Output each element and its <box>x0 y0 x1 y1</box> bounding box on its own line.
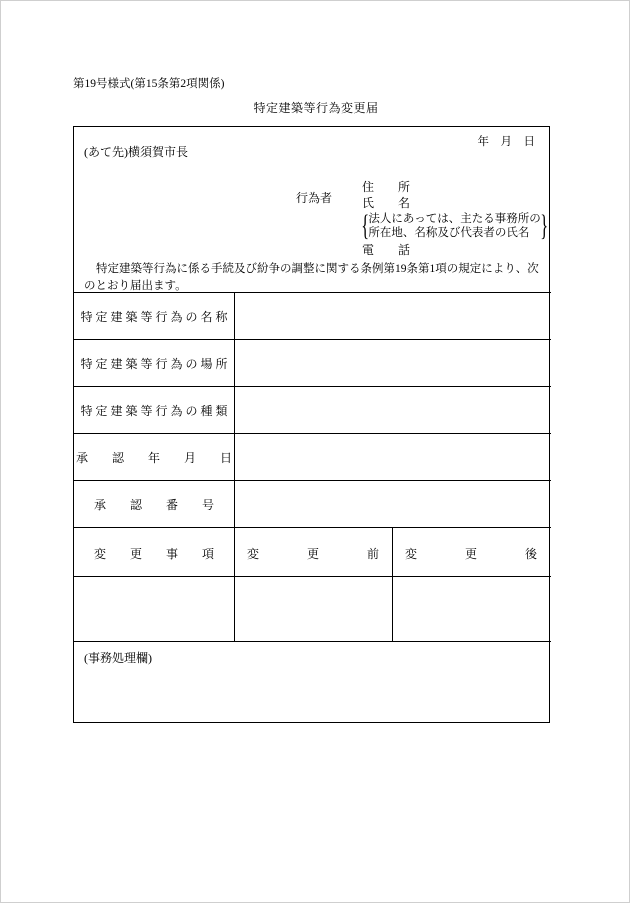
change-value-after[interactable] <box>400 583 542 635</box>
change-value-item[interactable] <box>82 583 228 635</box>
actor-label: 行為者 <box>296 191 333 205</box>
addressee: (あて先)横須賀市長 <box>84 145 188 159</box>
row-value-approval-number[interactable] <box>242 489 542 523</box>
statement-text: 特定建築等行為に係る手続及び紛争の調整に関する条例第19条第1項の規定により、次のとおり届出ます。 <box>84 263 539 292</box>
row-label-name: 特 定 建 築 等 行 為 の 名 称 <box>80 310 228 324</box>
rule-label-column <box>234 292 235 641</box>
rule-table-top <box>74 292 551 293</box>
change-header-after: 変 更 後 <box>404 547 537 561</box>
corporate-note-line2: 所在地、名称及び代表者の氏名 <box>368 227 530 239</box>
office-use-label: (事務処理欄) <box>84 651 152 665</box>
corporate-note-text <box>368 212 540 240</box>
corporate-note <box>361 209 548 242</box>
rule-row3 <box>74 433 551 434</box>
document-title: 特定建築等行為変更届 <box>253 101 379 115</box>
change-header-before: 変 更 前 <box>246 547 379 561</box>
brace-left-icon: { <box>361 209 370 242</box>
field-name-label: 氏 名 <box>362 196 411 210</box>
form-number: 第19号様式(第15条第2項関係) <box>73 78 225 90</box>
form-outer-border <box>73 126 550 723</box>
rule-change-row <box>74 641 551 642</box>
row-label-approval-date: 承 認 年 月 日 <box>75 451 232 465</box>
office-use-area[interactable] <box>84 669 540 719</box>
rule-row4 <box>74 480 551 481</box>
field-address-label: 住 所 <box>362 180 411 194</box>
brace-right-icon: } <box>540 209 548 242</box>
row-label-type: 特 定 建 築 等 行 為 の 種 類 <box>80 404 228 418</box>
change-value-before[interactable] <box>242 583 384 635</box>
rule-row2 <box>74 386 551 387</box>
rule-row1 <box>74 339 551 340</box>
rule-change-header <box>74 576 551 577</box>
corporate-note-line1: 法人にあっては、主たる事務所の <box>368 213 541 225</box>
row-value-place[interactable] <box>242 348 542 382</box>
row-value-name[interactable] <box>242 301 542 335</box>
change-header-item: 変 更 事 項 <box>93 547 214 561</box>
actor-fields <box>362 179 547 258</box>
row-label-place: 特 定 建 築 等 行 為 の 場 所 <box>80 357 228 371</box>
row-label-approval-number: 承 認 番 号 <box>93 498 214 512</box>
row-value-type[interactable] <box>242 395 542 429</box>
row-value-approval-date[interactable] <box>242 442 542 476</box>
field-tel-label: 電 話 <box>362 243 411 257</box>
date-line: 年 月 日 <box>477 136 535 148</box>
rule-row5 <box>74 527 551 528</box>
